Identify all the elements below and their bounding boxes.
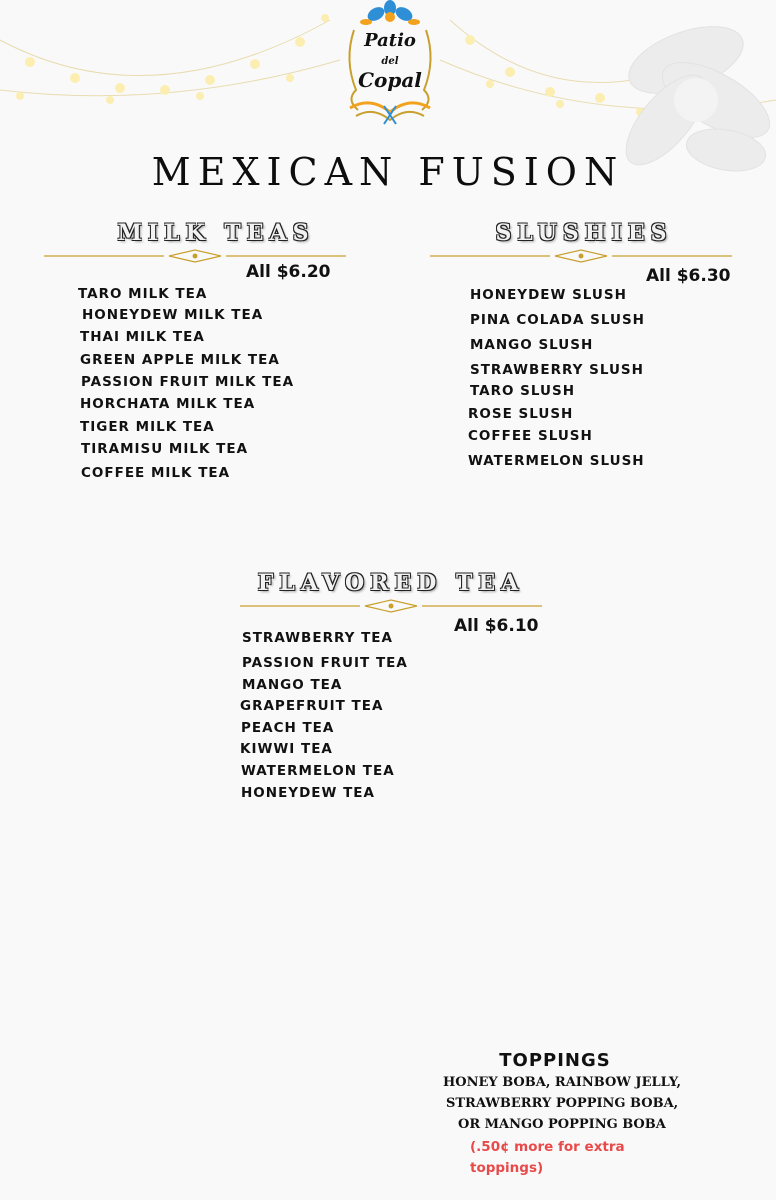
flavored-tea-item: STRAWBERRY TEA: [242, 630, 393, 646]
slushie-item: MANGO SLUSH: [470, 337, 594, 353]
milk-teas-title: MILK TEAS: [117, 220, 315, 246]
slushies-divider: [430, 249, 732, 263]
utensils-icon: [384, 106, 396, 124]
slushie-item: WATERMELON SLUSH: [468, 453, 645, 469]
toppings-line: OR MANGO POPPING BOBA: [458, 1117, 666, 1132]
flavored-tea-item: PASSION FRUIT TEA: [242, 655, 408, 671]
toppings-note: [470, 1137, 670, 1179]
milk-teas-divider: [44, 249, 346, 263]
flavored-tea-item: WATERMELON TEA: [241, 763, 395, 779]
logo-line-2: del: [381, 56, 399, 67]
slushie-item: ROSE SLUSH: [468, 406, 574, 422]
toppings-note-line-2: toppings): [470, 1160, 544, 1176]
slushie-item: COFFEE SLUSH: [468, 428, 593, 444]
slushies-price: All $6.30: [646, 266, 731, 286]
milk-tea-item: TIRAMISU MILK TEA: [81, 441, 249, 457]
slushie-item: PINA COLADA SLUSH: [470, 312, 645, 328]
logo-line-3: Copal: [358, 68, 422, 92]
flavored-tea-item: KIWWI TEA: [240, 741, 333, 757]
milk-tea-item: THAI MILK TEA: [80, 329, 205, 345]
milk-tea-item: TIGER MILK TEA: [80, 419, 215, 435]
milk-tea-item: HORCHATA MILK TEA: [80, 396, 256, 412]
milk-tea-item: HONEYDEW MILK TEA: [82, 307, 264, 323]
flavored-tea-title: FLAVORED TEA: [257, 570, 525, 596]
milk-tea-item: TARO MILK TEA: [78, 286, 208, 302]
flavored-tea-divider: [240, 599, 542, 613]
toppings-note-line-1: (.50¢ more for extra: [470, 1139, 625, 1155]
slushie-item: STRAWBERRY SLUSH: [470, 362, 644, 378]
flavored-tea-item: MANGO TEA: [242, 677, 343, 693]
milk-tea-item: PASSION FRUIT MILK TEA: [81, 374, 295, 390]
milk-teas-price: All $6.20: [246, 262, 331, 282]
toppings-line: HONEY BOBA, RAINBOW JELLY,: [443, 1075, 682, 1090]
flower-icon: [360, 0, 420, 25]
milk-tea-item: GREEN APPLE MILK TEA: [80, 352, 280, 368]
logo-line-1: Patio: [364, 30, 416, 51]
slushie-item: TARO SLUSH: [470, 383, 576, 399]
flavored-tea-item: PEACH TEA: [241, 720, 335, 736]
flavored-tea-item: HONEYDEW TEA: [241, 785, 375, 801]
toppings-line: STRAWBERRY POPPING BOBA,: [446, 1096, 679, 1111]
flavored-tea-price: All $6.10: [454, 616, 539, 636]
slushies-title: SLUSHIES: [495, 220, 673, 246]
flavored-tea-item: GRAPEFRUIT TEA: [240, 698, 384, 714]
milk-tea-item: COFFEE MILK TEA: [81, 465, 231, 481]
page-title: MEXICAN FUSION: [151, 150, 625, 194]
slushie-item: HONEYDEW SLUSH: [470, 287, 627, 303]
toppings-title: TOPPINGS: [499, 1050, 611, 1071]
